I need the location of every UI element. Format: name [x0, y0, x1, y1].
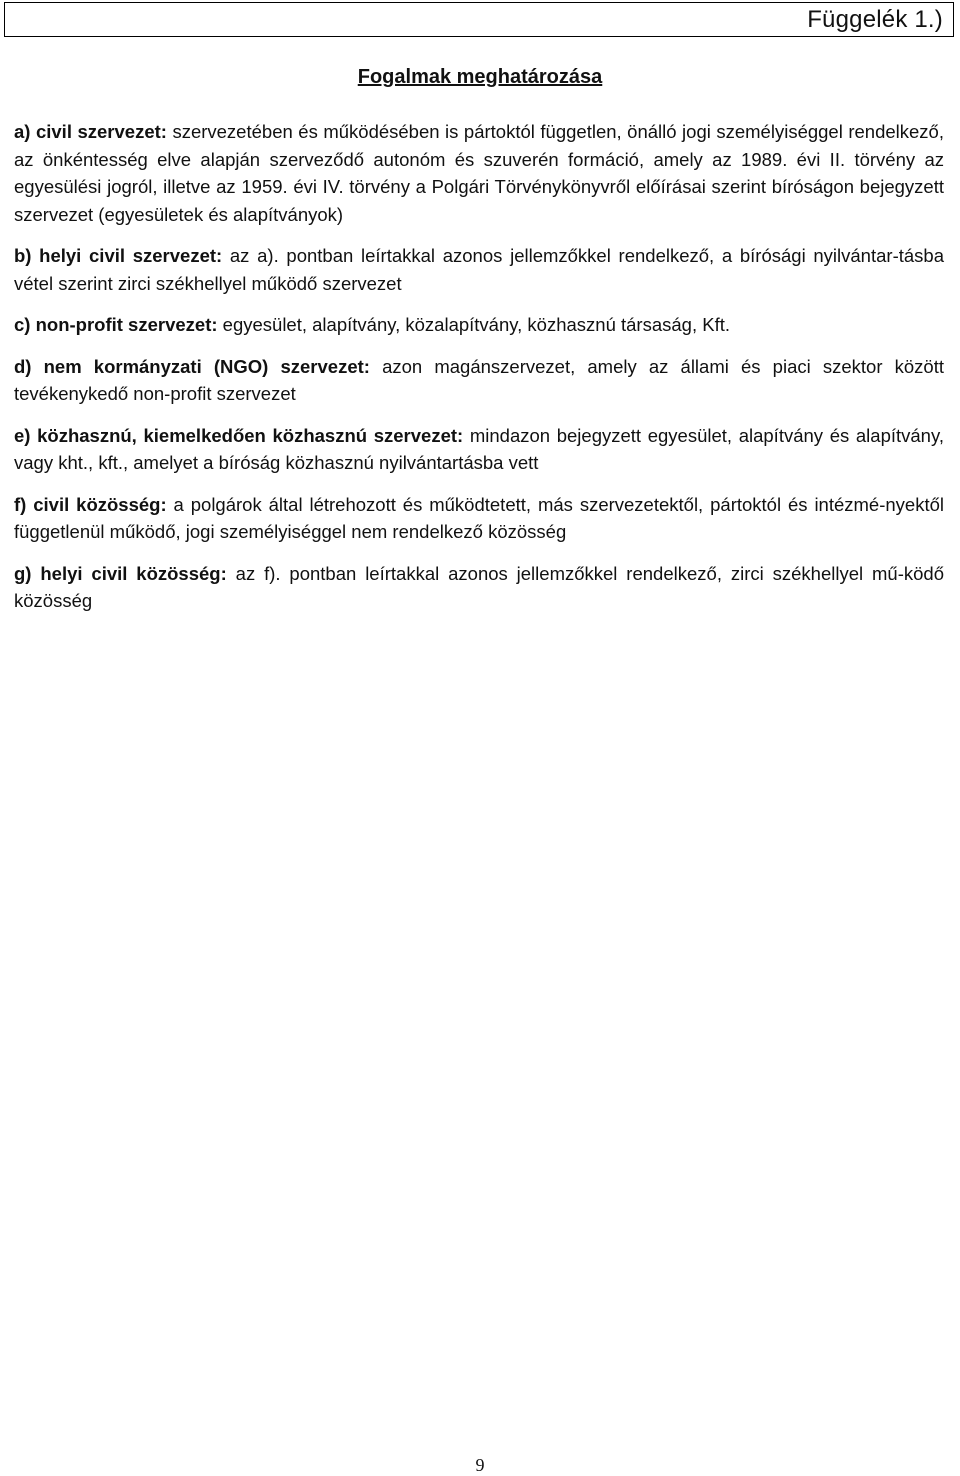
- definition-a: [14, 118, 944, 228]
- definition-term: d) nem kormányzati (NGO) szervezet:: [14, 355, 370, 377]
- definition-text: az f). pontban leírtakkal azonos jellemzőkkel rendelkező, zirci székhellyel mű-ködő közösség: [14, 562, 944, 611]
- definition-d: [14, 353, 944, 408]
- definition-text: egyesület, alapítvány, közalapítvány, közhasznú társaság, Kft.: [217, 314, 730, 335]
- definition-f: [14, 491, 944, 546]
- definition-term: a) civil szervezet:: [14, 121, 167, 142]
- definition-g: [14, 560, 944, 615]
- definitions-list: [14, 118, 944, 629]
- definition-text: a polgárok által létrehozott és működtetett, más szervezetektől, pártoktól és intézmé-nyektől függetlenül működő, jogi személyiséggel nem rendelkező közösség: [14, 493, 944, 542]
- appendix-label: Függelék 1.): [807, 6, 943, 33]
- definition-text: mindazon bejegyzett egyesület, alapítvány és alapítvány, vagy kht., kft., amelyet a bíróság közhasznú nyilvántartásba vett: [14, 424, 944, 473]
- page-number: 9: [475, 1455, 485, 1475]
- page-title: Fogalmak meghatározása: [357, 66, 603, 88]
- definition-text: azon magánszervezet, amely az állami és piaci szektor között tevékenykedő non-profit szervezet: [14, 355, 944, 404]
- definition-term: b) helyi civil szervezet:: [14, 245, 223, 266]
- definition-text: az a). pontban leírtakkal azonos jellemzőkkel rendelkező, a bírósági nyilvántar-tásba vétel szerint zirci székhellyel működő szervezet: [14, 245, 944, 294]
- definition-c: [14, 311, 944, 339]
- appendix-header-box: [4, 2, 954, 37]
- definition-e: [14, 422, 944, 477]
- definition-term: f) civil közösség:: [14, 493, 167, 515]
- definition-text: szervezetében és működésében is pártoktól független, önálló jogi személyiséggel rendelkező, az önkéntesség elve alapján szerveződő autonóm és szuverén formáció, amely az 1989. évi II. törvény az egyesülési jogról, illetve az 1959. évi IV. törvény a Polgári Törvénykönyvről előírásai szerint bíróságon bejegyzett szervezet (egyesületek és alapítványok): [14, 121, 944, 225]
- definition-b: [14, 242, 944, 297]
- definition-term: e) közhasznú, kiemelkedően közhasznú szervezet:: [14, 424, 464, 446]
- definition-term: g) helyi civil közösség:: [14, 562, 227, 584]
- definition-term: c) non-profit szervezet:: [14, 314, 218, 335]
